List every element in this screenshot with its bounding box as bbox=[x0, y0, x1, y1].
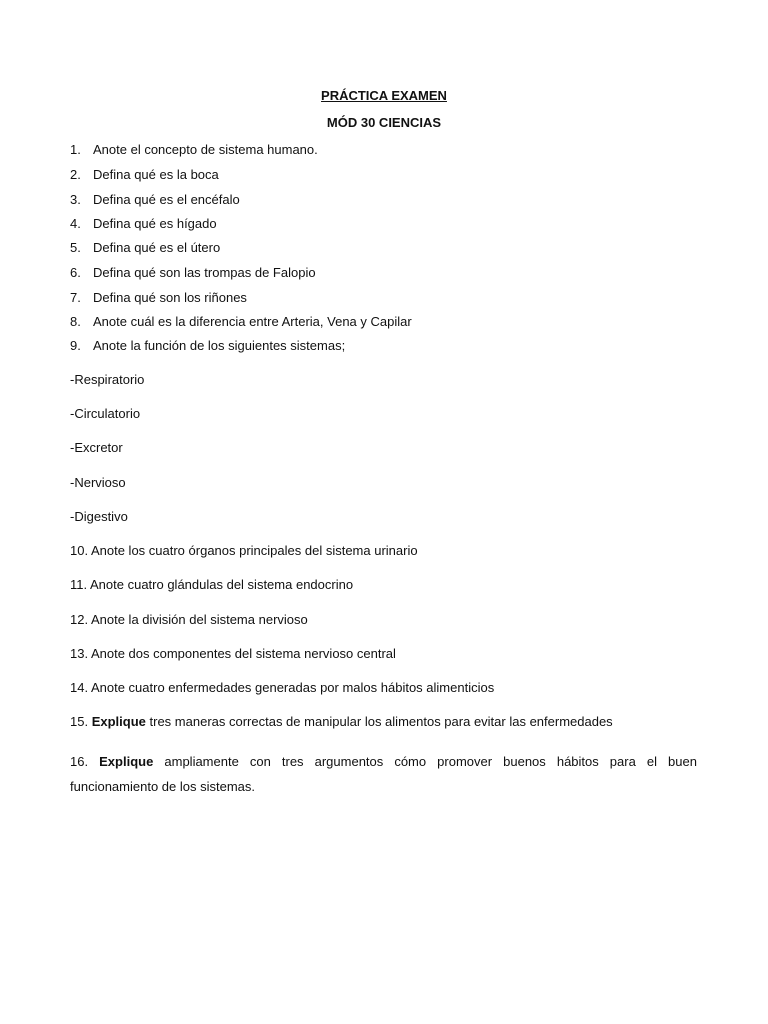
question-11: 11. Anote cuatro glándulas del sistema endocrino bbox=[70, 577, 354, 592]
list-item bbox=[70, 240, 220, 256]
list-item-number: 2. bbox=[70, 167, 81, 182]
list-item-text: Anote la función de los siguientes sistemas; bbox=[93, 338, 346, 353]
list-item-text: Defina qué es la boca bbox=[93, 167, 219, 182]
list-item-number: 1. bbox=[70, 142, 81, 157]
list-item bbox=[70, 216, 217, 232]
question-12: 12. Anote la división del sistema nervioso bbox=[70, 612, 308, 627]
list-item-number: 4. bbox=[70, 216, 81, 231]
question-16-text: ampliamente con tres argumentos cómo promover buenos hábitos para el buen funcionamiento de los sistemas. bbox=[70, 754, 697, 794]
question-16 bbox=[70, 749, 697, 799]
list-item-text: Defina qué es el útero bbox=[93, 240, 221, 255]
list-item bbox=[70, 142, 318, 158]
list-item-number: 7. bbox=[70, 290, 81, 305]
list-item bbox=[70, 290, 247, 306]
list-item-text: Defina qué es el encéfalo bbox=[93, 192, 240, 207]
question-14: 14. Anote cuatro enfermedades generadas por malos hábitos alimenticios bbox=[70, 680, 495, 695]
question-15-bold-verb: Explique bbox=[91, 714, 146, 729]
list-item bbox=[70, 314, 412, 330]
list-item bbox=[70, 167, 219, 183]
list-item-number: 5. bbox=[70, 240, 81, 255]
system-item-digestivo: -Digestivo bbox=[70, 509, 128, 524]
list-item-text: Defina qué son las trompas de Falopio bbox=[93, 265, 316, 280]
list-item-text: Anote cuál es la diferencia entre Arteria, Vena y Capilar bbox=[93, 314, 412, 329]
list-item bbox=[70, 192, 240, 208]
page-subtitle: MÓD 30 CIENCIAS bbox=[326, 115, 442, 130]
list-item-number: 8. bbox=[70, 314, 81, 329]
list-item bbox=[70, 338, 345, 354]
question-16-number: 16. bbox=[70, 754, 89, 769]
list-item-number: 6. bbox=[70, 265, 81, 280]
page-title-text: PRÁCTICA EXAMEN bbox=[321, 88, 447, 103]
list-item-number: 3. bbox=[70, 192, 81, 207]
system-item-circulatorio: -Circulatorio bbox=[70, 406, 141, 421]
question-15-text: tres maneras correctas de manipular los alimentos para evitar las enfermedades bbox=[149, 714, 613, 729]
question-16-bold-verb: Explique bbox=[99, 754, 154, 769]
system-item-excretor: -Excretor bbox=[70, 440, 123, 455]
question-15 bbox=[70, 714, 613, 730]
question-15-number: 15. bbox=[70, 714, 89, 729]
system-item-nervioso: -Nervioso bbox=[70, 475, 126, 490]
question-13: 13. Anote dos componentes del sistema nervioso central bbox=[70, 646, 396, 661]
system-item-respiratorio: -Respiratorio bbox=[70, 372, 145, 387]
question-10: 10. Anote los cuatro órganos principales del sistema urinario bbox=[70, 543, 418, 558]
list-item-text: Defina qué es hígado bbox=[93, 216, 217, 231]
list-item bbox=[70, 265, 316, 281]
list-item-text: Defina qué son los riñones bbox=[93, 290, 247, 305]
list-item-text: Anote el concepto de sistema humano. bbox=[93, 142, 318, 157]
list-item-number: 9. bbox=[70, 338, 81, 353]
page-title bbox=[0, 88, 768, 104]
